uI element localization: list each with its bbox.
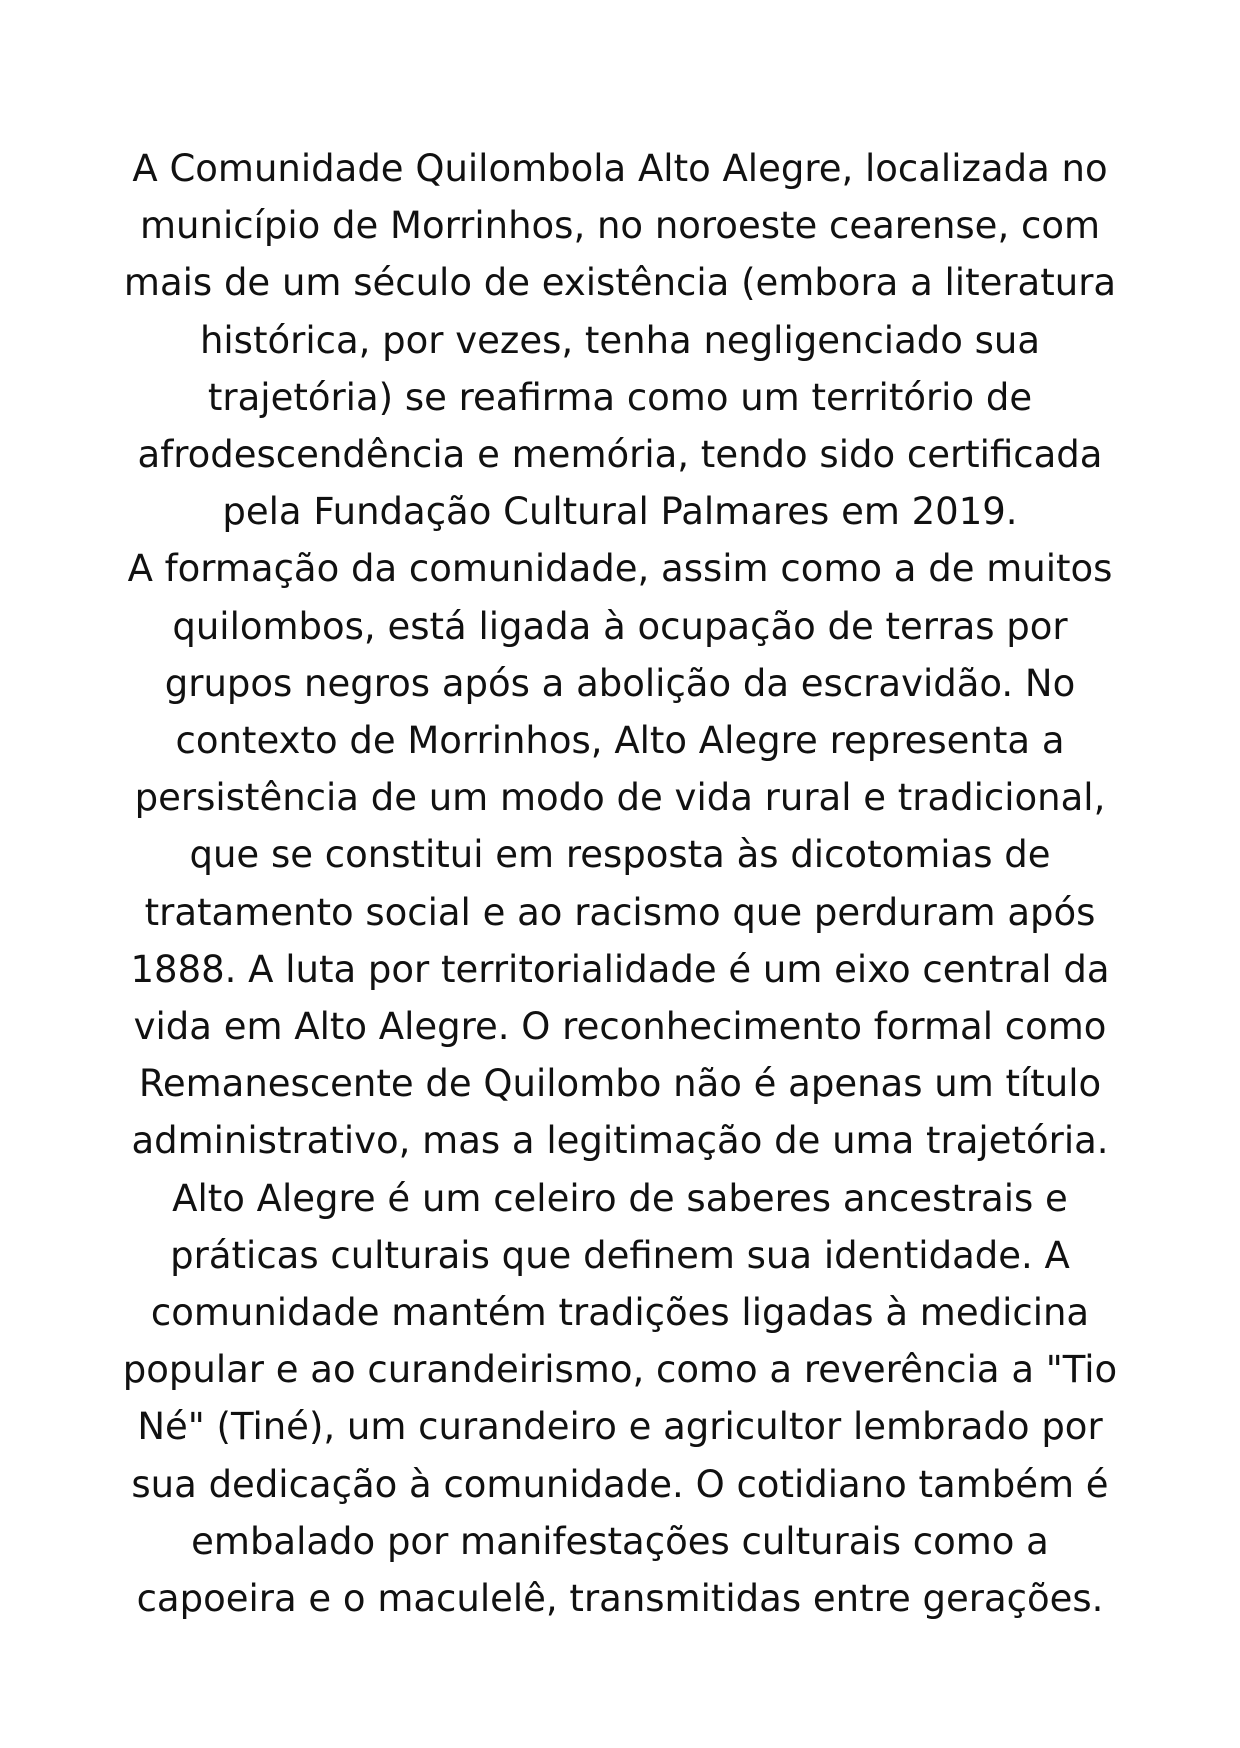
text-line: pela Fundação Cultural Palmares em 2019. xyxy=(222,490,1018,534)
text-line: contexto de Morrinhos, Alto Alegre representa a xyxy=(175,719,1065,763)
text-line: A formação da comunidade, assim como a de muitos xyxy=(127,547,1113,591)
text-line: vida em Alto Alegre. O reconhecimento formal como xyxy=(133,1005,1107,1049)
text-line: práticas culturais que definem sua identidade. A xyxy=(170,1233,1070,1277)
text-line: comunidade mantém tradições ligadas à medicina xyxy=(150,1291,1090,1335)
text-line: afrodescendência e memória, tendo sido certificada xyxy=(137,433,1103,477)
text-line: município de Morrinhos, no noroeste cearense, com xyxy=(140,204,1100,248)
text-line: Né" (Tiné), um curandeiro e agricultor lembrado por xyxy=(137,1405,1103,1449)
text-line: administrativo, mas a legitimação de uma trajetória. xyxy=(131,1119,1109,1163)
text-line: 1888. A luta por territorialidade é um eixo central da xyxy=(130,947,1110,991)
text-line: popular e ao curandeirismo, como a reverência a "Tio xyxy=(122,1348,1118,1392)
text-line: mais de um século de existência (embora a literatura xyxy=(123,261,1117,305)
body-text xyxy=(100,140,1140,1627)
text-line: quilombos, está ligada à ocupação de terras por xyxy=(172,604,1068,648)
text-line: histórica, por vezes, tenha negligenciado sua xyxy=(199,318,1041,362)
text-line: trajetória) se reafirma como um território de xyxy=(207,375,1033,419)
text-line: sua dedicação à comunidade. O cotidiano também é xyxy=(131,1462,1109,1506)
text-line: Remanescente de Quilombo não é apenas um título xyxy=(138,1062,1102,1106)
text-line: que se constitui em resposta às dicotomias de xyxy=(189,833,1051,877)
text-line: A Comunidade Quilombola Alto Alegre, localizada no xyxy=(132,147,1108,190)
text-line: capoeira e o maculelê, transmitidas entre gerações. xyxy=(136,1577,1104,1621)
text-line: Alto Alegre é um celeiro de saberes ancestrais e xyxy=(172,1176,1068,1220)
text-line: persistência de um modo de vida rural e tradicional, xyxy=(134,776,1106,820)
text-line: tratamento social e ao racismo que perduram após xyxy=(144,890,1096,934)
text-line: embalado por manifestações culturais como a xyxy=(191,1519,1049,1563)
text-line: grupos negros após a abolição da escravidão. No xyxy=(164,661,1076,705)
